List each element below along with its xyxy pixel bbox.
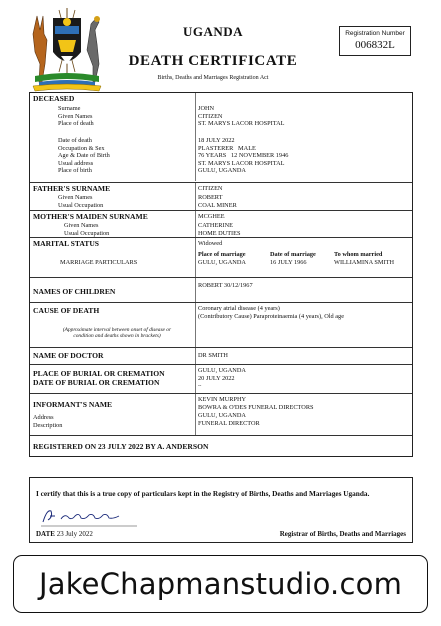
father-given-names: ROBERT	[198, 194, 223, 201]
informant-section	[30, 393, 412, 435]
burial-date: 20 JULY 2022	[198, 375, 235, 382]
certification-statement: I certify that this is a true copy of particulars kept in the Registry of Births, Deaths and Marriages Uganda.	[36, 489, 370, 498]
registrar-title: Registrar of Births, Deaths and Marriages	[279, 530, 406, 538]
informant-description: FUNERAL DIRECTOR	[198, 420, 260, 427]
registration-number-label: Registration Number	[345, 30, 405, 37]
to-whom-married-header: To whom married	[334, 251, 383, 258]
place-of-marriage: GULU, UGANDA	[198, 259, 246, 266]
usual-address-label: Usual address	[58, 159, 94, 167]
burial-section	[30, 364, 412, 393]
coat-of-arms-icon	[25, 4, 109, 92]
registrar-signature	[39, 505, 139, 527]
father-surname: CITIZEN	[198, 185, 223, 192]
deceased-occupation-sex: PLASTERER MALE	[198, 144, 256, 152]
name-of-doctor: DR SMITH	[198, 352, 228, 359]
registered-statement: REGISTERED ON 23 JULY 2022 BY A. ANDERSON	[33, 442, 209, 451]
informant-description-label: Description	[33, 422, 63, 429]
date-of-marriage-header: Date of marriage	[270, 251, 316, 258]
to-whom-married: WILLIAMINA SMITH	[334, 259, 394, 266]
informant-address-label: Address	[33, 414, 54, 421]
deceased-place-of-death: ST. MARYS LACOR HOSPITAL	[198, 120, 285, 127]
informant-heading: INFORMANT'S NAME	[33, 400, 113, 409]
place-of-marriage-header: Place of marriage	[198, 251, 246, 258]
date-of-death-label: Date of death	[58, 137, 92, 144]
children-section	[30, 277, 412, 302]
deceased-place-of-birth: GULU, UGANDA	[198, 167, 246, 174]
occupation-sex-label: Occupation & Sex	[58, 144, 105, 152]
country-heading: UGANDA	[182, 24, 244, 39]
cause-line-2: (Contributory Cause) Paraproteinaemia (4 years), Old age	[198, 313, 345, 320]
certificate-form	[29, 92, 413, 457]
cause-section	[30, 302, 412, 347]
deceased-usual-address: ST. MARYS LACOR HOSPITAL	[198, 159, 285, 167]
given-names-label: Given Names	[58, 112, 93, 120]
date-label: DATE	[36, 530, 55, 538]
father-section	[30, 182, 412, 210]
deceased-given-names: CITIZEN	[198, 112, 223, 120]
watermark-banner	[13, 555, 428, 613]
certification-box	[29, 477, 413, 543]
surname-label: Surname	[58, 105, 81, 112]
registration-number: 006832L	[355, 39, 395, 51]
burial-place-heading: PLACE OF BURIAL OR CREMATION	[33, 369, 165, 378]
father-given-names-label: Given Names	[58, 194, 93, 201]
deceased-age-dob: 76 YEARS 12 NOVEMBER 1946	[198, 152, 289, 159]
deceased-surname: JOHN	[198, 105, 215, 112]
children-heading: NAMES OF CHILDREN	[33, 287, 116, 296]
marital-status: Widowed	[198, 240, 223, 247]
act-subtitle: Births, Deaths and Marriages Registration Act	[157, 75, 269, 81]
mother-surname: MCGHEE	[198, 213, 225, 220]
doctor-heading: NAME OF DOCTOR	[33, 351, 104, 360]
registration-number-box	[339, 26, 411, 56]
father-occupation-label: Usual Occupation	[58, 201, 104, 209]
certification-date	[36, 530, 93, 538]
mother-section	[30, 210, 412, 237]
marriage-particulars-label: MARRIAGE PARTICULARS	[60, 259, 138, 266]
informant-name: KEVIN MURPHY	[198, 396, 247, 403]
mother-heading: MOTHER'S MAIDEN SURNAME	[33, 212, 148, 221]
father-heading: FATHER'S SURNAME	[33, 184, 111, 193]
cause-heading: CAUSE OF DEATH	[33, 306, 100, 315]
page-title: DEATH CERTIFICATE	[128, 53, 298, 69]
marital-heading: MARITAL STATUS	[33, 239, 100, 248]
age-dob-label: Age & Date of Birth	[58, 152, 110, 159]
informant-address-1: BOWRA & O'DES FUNERAL DIRECTORS	[198, 404, 314, 411]
father-occupation: COAL MINER	[198, 201, 237, 209]
deceased-section	[30, 93, 412, 181]
deceased-heading: DECEASED	[33, 94, 75, 103]
mother-occupation-label: Usual Occupation	[64, 229, 110, 237]
date-value: 23 July 2022	[56, 530, 93, 538]
registered-section	[30, 435, 412, 457]
mother-given-names-label: Given Names	[64, 222, 99, 229]
cause-note: (Approximate interval between onset of disease or condition and deaths shown in brackets)	[62, 327, 172, 340]
place-of-death-label: Place of death	[58, 120, 94, 127]
burial-date-heading: DATE OF BURIAL OR CREMATION	[33, 378, 160, 387]
names-of-children: ROBERT 30/12/1967	[198, 282, 253, 289]
deceased-date-of-death: 18 JULY 2022	[198, 137, 235, 144]
burial-dash: --	[198, 384, 202, 389]
burial-place: GULU, UGANDA	[198, 367, 246, 374]
watermark-text: JakeChapmanstudio.com	[38, 567, 403, 601]
mother-given-names: CATHERINE	[198, 222, 233, 229]
date-of-marriage: 16 JULY 1966	[270, 259, 307, 266]
doctor-section	[30, 347, 412, 364]
marital-section	[30, 237, 412, 277]
mother-occupation: HOME DUTIES	[198, 229, 241, 237]
place-of-birth-label: Place of birth	[58, 167, 92, 174]
informant-address-2: GULU, UGANDA	[198, 412, 246, 419]
cause-line-1: Coronary atrial disease (4 years)	[198, 305, 280, 312]
